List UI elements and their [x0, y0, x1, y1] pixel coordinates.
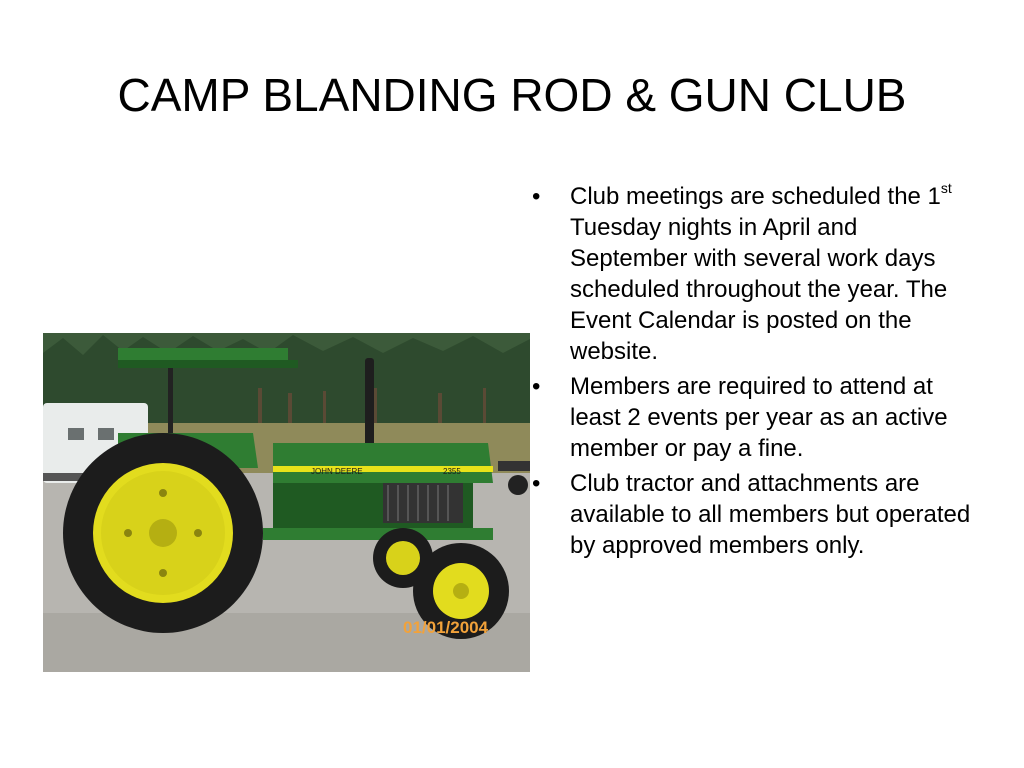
slide-title: CAMP BLANDING ROD & GUN CLUB: [117, 69, 907, 121]
date-stamp: 01/01/2004: [403, 618, 489, 637]
bullet-item: [532, 468, 972, 561]
bullet-text: Club tractor and attachments are available to all members but operated by approved members only.: [570, 470, 971, 559]
tractor-photo: [43, 333, 530, 672]
bullet-dot: •: [532, 183, 541, 210]
bullet-dot: •: [532, 373, 541, 400]
bullet-dot: •: [532, 470, 541, 497]
bullet-item: [532, 181, 972, 367]
bullet-item: [532, 371, 972, 464]
model-text: 2355: [443, 467, 461, 476]
bullet-text: Club meetings are scheduled the 1: [570, 183, 941, 210]
brand-text: JOHN DEERE: [311, 467, 363, 476]
bullet-text-continued: Tuesday nights in April and September with several work days scheduled throughout the year. The Event Calendar is posted on the website.: [570, 214, 948, 365]
tractor-image: [43, 333, 530, 672]
bullet-superscript: st: [940, 180, 952, 196]
bullet-text: Members are required to attend at least 2 events per year as an active member or pay a fine.: [570, 373, 948, 462]
bullet-list: [532, 181, 972, 565]
